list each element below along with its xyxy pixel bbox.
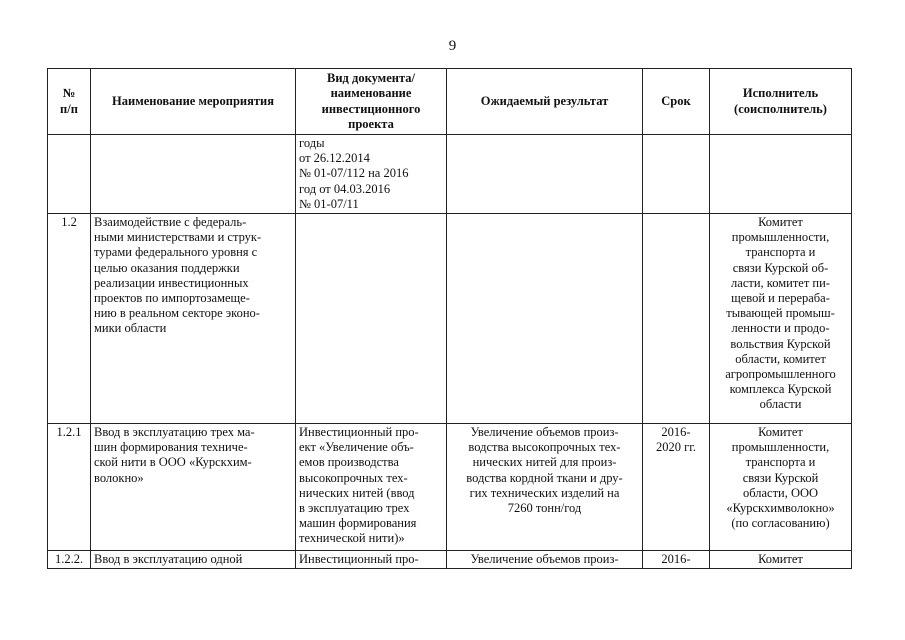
cell-doc: годы от 26.12.2014 № 01-07/112 на 2016 год от 04.03.2016 № 01-07/11 <box>296 135 447 214</box>
cell-num: 1.2.1 <box>48 424 91 551</box>
cell-executor: Комитет <box>710 551 852 569</box>
cell-executor: Комитет промышленности, транспорта и связи Курской об- ласти, комитет пи- щевой и перераба- тывающей промыш- ленности и продо- вольствия Курской области, комитет агропромышленного комплекса Курской области <box>710 214 852 424</box>
cell-result <box>447 135 643 214</box>
cell-name <box>91 135 296 214</box>
table-row <box>48 551 852 569</box>
cell-num: 1.2 <box>48 214 91 424</box>
cell-doc <box>296 214 447 424</box>
cell-doc: Инвестиционный про- <box>296 551 447 569</box>
cell-doc: Инвестиционный про- ект «Увеличение объ- емов производства высокопрочных тех- нических нитей (ввод в эксплуатацию трех машин формирования технической нити)» <box>296 424 447 551</box>
cell-term: 2016- <box>643 551 710 569</box>
table-row <box>48 214 852 424</box>
cell-executor: Комитет промышленности, транспорта и связи Курской области, ООО «Курскхимволокно» (по согласованию) <box>710 424 852 551</box>
header-num: № п/п <box>48 69 91 135</box>
cell-num: 1.2.2. <box>48 551 91 569</box>
cell-result <box>447 214 643 424</box>
table-row <box>48 135 852 214</box>
header-doc: Вид документа/ наименование инвестиционного проекта <box>296 69 447 135</box>
header-name: Наименование мероприятия <box>91 69 296 135</box>
table-header-row <box>48 69 852 135</box>
cell-name: Ввод в эксплуатацию одной <box>91 551 296 569</box>
header-term: Срок <box>643 69 710 135</box>
cell-num <box>48 135 91 214</box>
cell-term: 2016- 2020 гг. <box>643 424 710 551</box>
cell-term <box>643 135 710 214</box>
page-number: 9 <box>448 38 457 54</box>
measures-table <box>47 68 852 569</box>
cell-executor <box>710 135 852 214</box>
cell-result: Увеличение объемов произ- водства высокопрочных тех- нических нитей для произ- водства кордной ткани и дру- гих технических изделий на 7260 тонн/год <box>447 424 643 551</box>
cell-result: Увеличение объемов произ- <box>447 551 643 569</box>
table-row <box>48 424 852 551</box>
cell-name: Взаимодействие с федераль- ными министерствами и струк- турами федерального уровня с целью оказания поддержки реализации инвестиционных проектов по импортозамеще- нию в реальном секторе эконо- мики области <box>91 214 296 424</box>
header-executor: Исполнитель (соисполнитель) <box>710 69 852 135</box>
header-result: Ожидаемый результат <box>447 69 643 135</box>
cell-term <box>643 214 710 424</box>
cell-name: Ввод в эксплуатацию трех ма- шин формирования техниче- ской нити в ООО «Курскхим- волокно» <box>91 424 296 551</box>
